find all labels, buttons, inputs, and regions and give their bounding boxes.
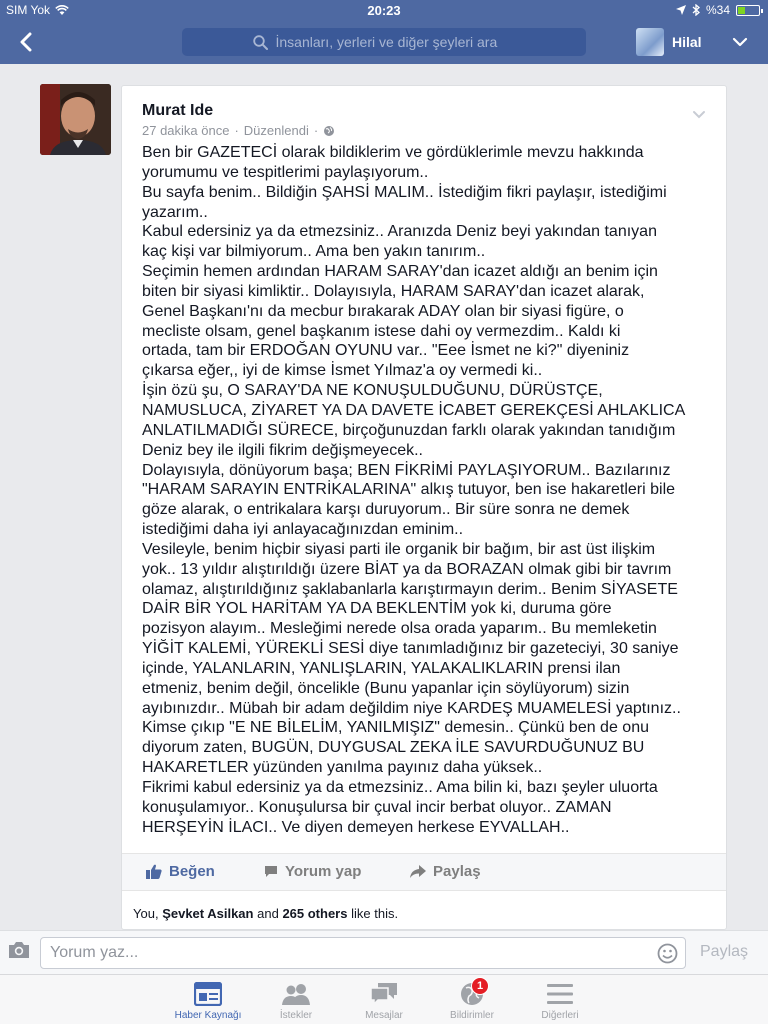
post-text-line: İşin özü şu, O SARAY'DA NE KONUŞULDUĞUNU, DÜRÜSTÇE,: [142, 382, 603, 400]
location-arrow-icon: [676, 5, 686, 15]
likes-and: and: [257, 906, 279, 921]
post-text-line: göze alarak, o entrikalara karşı duruyorum.. Bir süre sonra ne demek: [142, 501, 630, 519]
post-text-line: Fikrimi kabul edersiniz ya da etmezsiniz.. Ama bilin ki, bazı şeyler uluorta: [142, 779, 658, 796]
profile-shortcut[interactable]: [636, 28, 702, 56]
comment-bubble-icon: [264, 865, 278, 878]
post-body: [142, 143, 714, 838]
tab-news-feed[interactable]: [163, 980, 253, 1021]
bottom-tab-bar: [0, 974, 768, 1024]
post-text-line: içinde, YALANLARIN, YANLIŞLARIN, YALAKALIKLARIN prensi ilan: [142, 659, 621, 677]
emoji-button[interactable]: [657, 943, 678, 969]
battery-fill: [738, 7, 745, 14]
comment-input[interactable]: [50, 944, 650, 962]
status-bar: [0, 0, 768, 20]
camera-button[interactable]: [8, 941, 30, 964]
author-avatar[interactable]: [40, 84, 111, 155]
post-text-line: konuşulamıyor.. Konuşulursa bir çuval incir berbat oluyor.. ZAMAN: [142, 798, 612, 816]
post-text-line: HERŞEYİN İLACI.. Ve diyen demeyen herkese EYVALLAH..: [142, 818, 570, 836]
battery-icon: [736, 5, 760, 16]
tab-more[interactable]: [515, 980, 605, 1021]
likes-you: You,: [133, 906, 159, 921]
post-edited-label[interactable]: Düzenlendi: [243, 123, 309, 138]
comment-input-box[interactable]: [40, 937, 686, 969]
tab-label: Mesajlar: [365, 1010, 403, 1021]
post-text-line: Kimse çıkıp "E NE BİLELİM, YANILMIŞIZ" demesin.. Çünkü ben de onu: [142, 719, 649, 737]
chevron-down-icon: [692, 110, 706, 119]
comment-button[interactable]: [264, 863, 361, 880]
tab-label: İstekler: [279, 1010, 313, 1021]
post-text-line: Kabul edersiniz ya da etmezsiniz.. Aranızda Deniz beyi yakından tanıyan: [142, 223, 657, 241]
friend-requests-icon: [281, 982, 311, 1006]
comment-label: Yorum yap: [285, 863, 362, 880]
post-text-line: mecliste olsam, genel başkanım istese dahi oy vermezdim.. Kaldı ki: [142, 322, 621, 340]
author-photo: [40, 84, 111, 155]
chevron-down-icon: [732, 37, 748, 47]
post-text-line: Vesileyle, benim hiçbir siyasi parti ile organik bir bağım, bir ast üst ilişkim: [142, 540, 656, 558]
tab-label: Bildirimler: [450, 1010, 494, 1021]
post-text-line: "HARAM SARAYIN ENTRİKALARINA" alkış tutuyor, ben ise hakaretleri bile: [142, 481, 676, 499]
post-text-line: kaç kişi var bilmiyorum.. Ama ben yakın tanırım..: [142, 243, 486, 261]
status-right: [676, 3, 760, 17]
post-meta: [142, 123, 335, 138]
post-text-line: DAİR BİR YOL HARİTAM YA DA BEKLENTİM yok ki, duruma göre: [142, 600, 612, 618]
post-text-line: istediğimi daha iyi anlayacağınızdan eminim..: [142, 521, 464, 539]
post-text-line: Dolayısıyla, dönüyorum başa; BEN FİKRİMİ PAYLAŞIYORUM.. Bazılarınız: [142, 461, 671, 479]
likes-suffix: like this.: [351, 906, 399, 921]
like-button[interactable]: [146, 863, 215, 880]
post-text-line: etmeniz, benim değil, öncelikle (Bunu yapanlar için söylüyorum) sizin: [142, 679, 630, 697]
search-bar[interactable]: [182, 28, 586, 56]
globe-privacy-icon[interactable]: [323, 125, 335, 137]
profile-avatar: [636, 28, 664, 56]
top-navigation-bar: [0, 0, 768, 64]
back-arrow-icon: [19, 32, 33, 52]
back-button[interactable]: [14, 28, 38, 56]
likes-summary[interactable]: [133, 906, 398, 921]
menu-icon: [546, 983, 574, 1005]
post-text-line: pozisyon alayım.. Mesleğimi nerede olsa orada yaparım.. Bu memleketin: [142, 620, 657, 638]
post-text-line: Deniz bey ile ilgili fikrim değişmeyecek..: [142, 441, 423, 459]
share-arrow-icon: [410, 865, 426, 878]
likes-others-count[interactable]: 265 others: [282, 906, 348, 921]
post-options-button[interactable]: [692, 106, 706, 124]
tab-friend-requests[interactable]: [251, 980, 341, 1021]
post-text-line: YİĞİT KALEMİ, YÜREKLİ SESİ diye tanımladığınız bir gazeteciyi, 30 saniye: [142, 640, 679, 658]
thumbs-up-icon: [146, 864, 162, 879]
camera-icon: [8, 941, 30, 959]
tab-label: Haber Kaynağı: [174, 1010, 242, 1021]
post-text-line: Bu sayfa benim.. Bildiğin ŞAHSİ MALIM.. İstediğim fikri paylaşır, istediğimi: [142, 183, 667, 201]
post-text-line: çıkarsa eğer,, iyi de kimse İsmet Yılmaz'a oy vermedi ki..: [142, 362, 543, 380]
post-text-line: olamaz, alıştırıldığınız şaklabanlarla karıştırmayın derim.. Benim SİYASETE: [142, 580, 678, 598]
post-comment-button[interactable]: Paylaş: [700, 943, 749, 960]
status-time: 20:23: [367, 3, 401, 18]
post-text-line: yok.. 13 yıldır alıştırıldığı üzere BİAT ya da BORAZAN olmak gibi bir tavrım: [142, 560, 672, 578]
battery-percent: %34: [705, 3, 730, 17]
post-text-line: Genel Başkanı'nı da mecbur bırakarak ADAY olan bir siyasi figüre, o: [142, 302, 624, 320]
post-text-line: ayıbınızdır.. Mübah bir adam değildim niye KARDEŞ MUAMELESİ yaptınız..: [142, 699, 681, 717]
post-text-line: ortada, tam bir ERDOĞAN OYUNU var.. "Eee İsmet ne ki?" diyeniniz: [142, 342, 630, 360]
share-button[interactable]: [410, 863, 481, 880]
search-icon: [253, 35, 268, 50]
search-input[interactable]: [276, 34, 516, 50]
bluetooth-icon: [692, 4, 700, 16]
share-label: Paylaş: [433, 863, 481, 880]
post-text-line: ANLATILMADIĞI SÜRECE, birçoğunuzdan farklı olarak yakından tanıdığım: [142, 421, 676, 439]
likes-friend-name[interactable]: Şevket Asilkan: [162, 906, 254, 921]
post-text-line: NAMUSLUCA, ZİYARET YA DA DAVETE İCABET GEREKÇESİ AHLAKLICA: [142, 401, 686, 419]
post-author-name[interactable]: Murat Ide: [142, 102, 214, 119]
post-text-line: Seçimin hemen ardından HARAM SARAY'dan icazet aldığı an benim için: [142, 263, 658, 281]
post-card: [121, 85, 727, 930]
comment-composer: [0, 930, 768, 974]
post-text-line: diyorum zaten, BUGÜN, DUYGUSAL ZEKA İLE SAVURDUĞUNUZ BU: [142, 739, 645, 757]
post-text-line: yorumumu ve tespitlerimi paylaşıyorum..: [142, 163, 429, 181]
post-text-line: biten bir siyasi kimliktir.. Dolayısıyla, HARAM SARAY'dan icazet alarak,: [142, 282, 645, 300]
tab-notifications[interactable]: [427, 980, 517, 1021]
smiley-icon: [657, 943, 678, 964]
post-time[interactable]: 27 dakika önce: [142, 123, 230, 138]
notification-badge: 1: [471, 977, 489, 995]
meta-separator: ·: [313, 123, 319, 138]
post-text-line: Ben bir GAZETECİ olarak bildiklerim ve gördüklerimle mevzu hakkında: [142, 144, 644, 161]
account-menu-button[interactable]: [728, 30, 752, 54]
carrier-label: SIM Yok: [6, 3, 51, 17]
like-label: Beğen: [169, 863, 215, 880]
news-feed-icon: [194, 982, 222, 1006]
tab-label: Diğerleri: [541, 1010, 579, 1021]
meta-separator: ·: [234, 123, 239, 138]
tab-messages[interactable]: [339, 980, 429, 1021]
post-actions-bar: [122, 853, 726, 891]
post-text-line: yazarım..: [142, 203, 208, 221]
post-text-line: HAKARETLER yüzünden yanılma payınız daha yüksek..: [142, 759, 543, 777]
messages-icon: [370, 982, 398, 1006]
profile-name: Hilal: [672, 34, 702, 50]
